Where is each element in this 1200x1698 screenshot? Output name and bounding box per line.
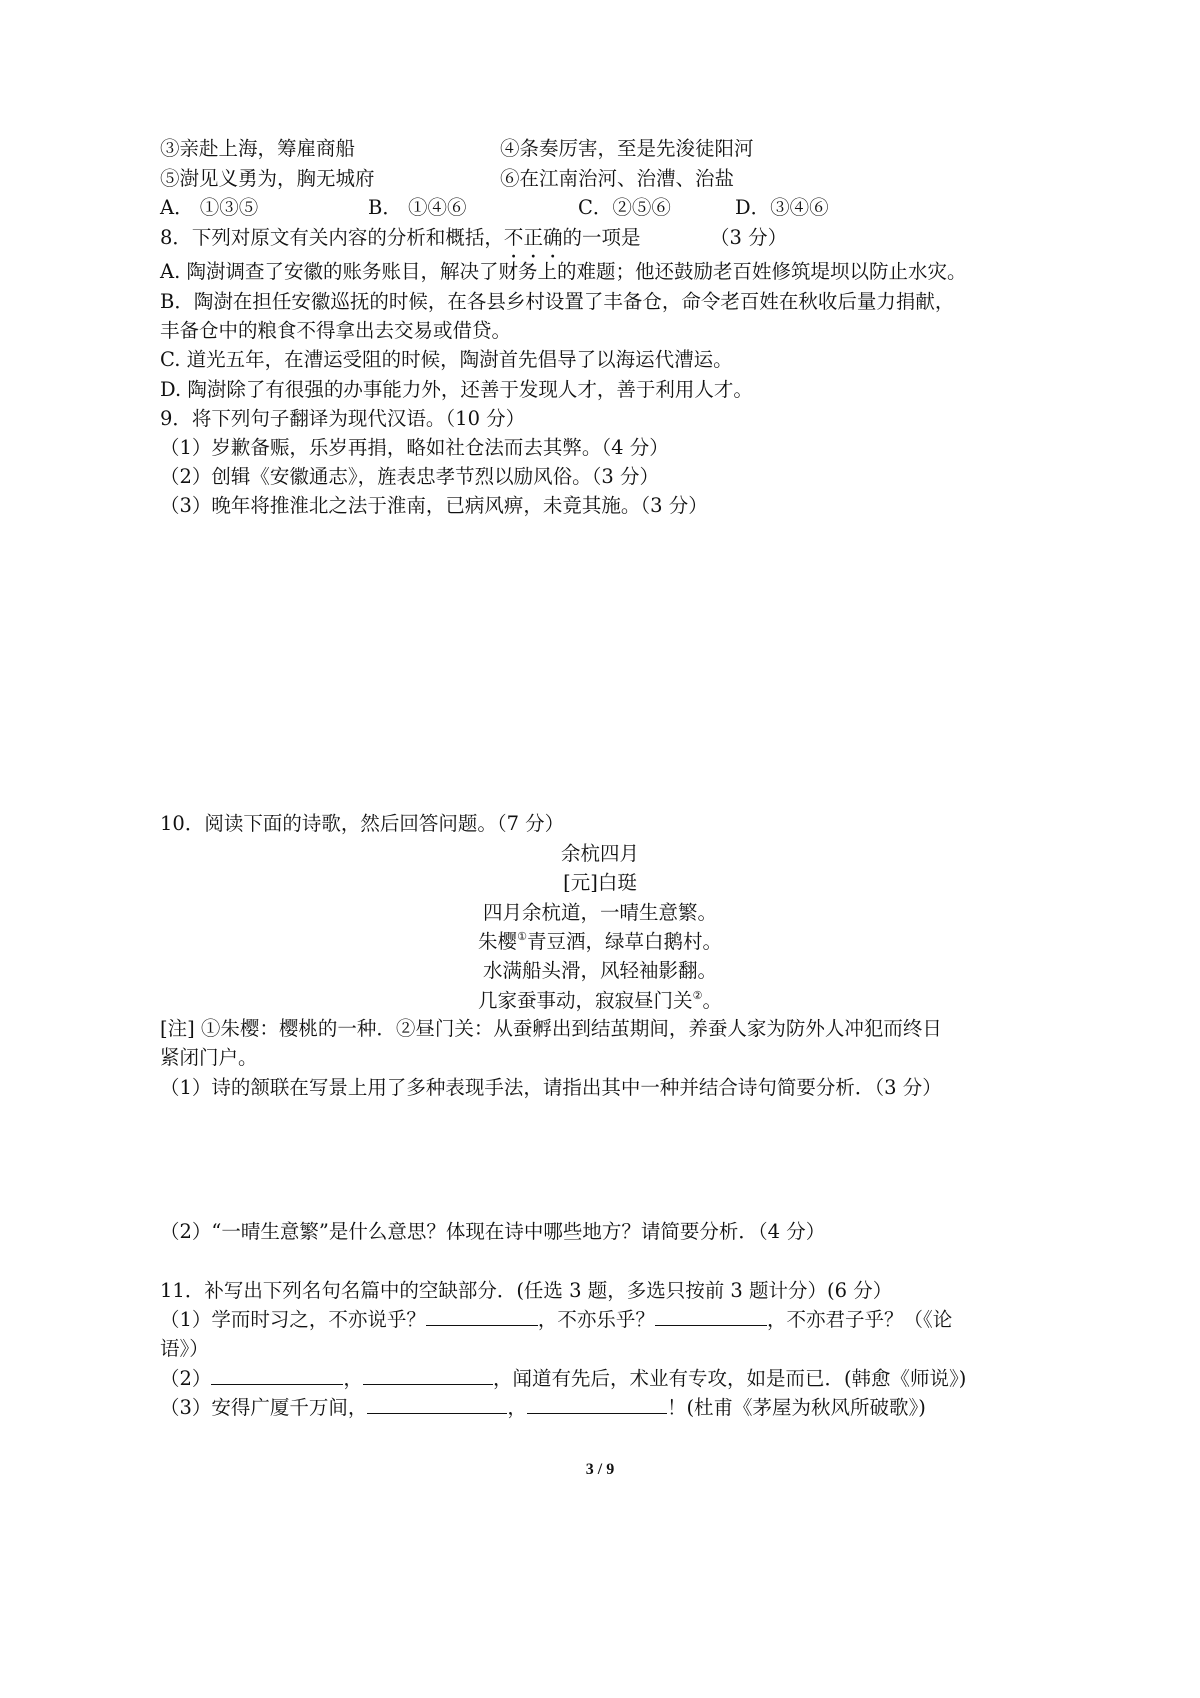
answer-blank[interactable]: [426, 1305, 538, 1326]
answer-blank[interactable]: [211, 1364, 343, 1385]
q8-stem-suffix: 的一项是: [562, 226, 641, 249]
q11-item-1-cont: 语》）: [160, 1337, 209, 1360]
poem-line-2-start: 朱樱: [478, 930, 518, 953]
q8-option-b-line2: 丰备仓中的粮食不得拿出去交易或借贷。: [160, 319, 512, 342]
q8-stem: [160, 223, 640, 253]
poem-note-line1: [注] ①朱樱：樱桃的一种．②昼门关：从蚕孵出到结茧期间，养蚕人家为防外人冲犯而终日: [160, 1017, 942, 1040]
q11-item-1-part-a: （1）学而时习之，不亦说乎？: [160, 1308, 426, 1331]
poem-title: 余杭四月: [560, 842, 639, 865]
q11-item-2-part-a: （2）: [160, 1367, 212, 1390]
q11-item-3-part-b: ，: [507, 1396, 527, 1419]
q7-item-5: ⑤澍见义勇为，胸无城府: [160, 167, 375, 190]
q8-emphasis-char: 确: [542, 226, 563, 249]
q11-item-2: [160, 1364, 966, 1394]
q8-stem-prefix: 8．下列对原文有关内容的分析和概括，: [160, 226, 504, 249]
answer-blank[interactable]: [363, 1364, 493, 1385]
q9-sentence-1: （1）岁歉备赈，乐岁再捐，略如社仓法而去其弊。（4 分）: [160, 436, 669, 459]
q7-option-a: A． ①③⑤: [160, 196, 259, 219]
poem-author: [元]白珽: [563, 871, 637, 894]
answer-blank[interactable]: [367, 1393, 507, 1414]
q11-item-1-part-c: ，不亦君子乎？（《论: [766, 1308, 953, 1331]
q8-option-a: A. 陶澍调查了安徽的账务账目，解决了财务上的难题；他还鼓励老百姓修筑堤坝以防止水灾。: [160, 260, 967, 283]
q8-emphasis-char: 不: [503, 226, 524, 249]
footnote-marker: ①: [517, 930, 527, 943]
q11-item-3-part-c: ！(杜甫《茅屋为秋风所破歌》): [666, 1396, 926, 1419]
q8-option-b-line1: B．陶澍在担任安徽巡抚的时候，在各县乡村设置了丰备仓，命令老百姓在秋收后量力捐献，: [160, 290, 955, 313]
q9-stem: 9．将下列句子翻译为现代汉语。（10 分）: [160, 407, 526, 430]
q11-item-2-part-b: ，: [343, 1367, 363, 1390]
poem-line-3: 水满船头滑，风轻袖影翻。: [482, 959, 717, 982]
q7-option-c: C．②⑤⑥: [578, 196, 671, 219]
poem-note-line2: 紧闭门户。: [160, 1046, 258, 1069]
q9-sentence-2: （2）创辑《安徽通志》，旌表忠孝节烈以励风俗。（3 分）: [160, 465, 660, 488]
q8-score: （3 分）: [710, 226, 788, 249]
q7-item-3: ③亲赴上海，筹雇商船: [160, 137, 356, 160]
poem-line-2: [0, 927, 1200, 957]
q10-subquestion-1: （1）诗的颔联在写景上用了多种表现手法，请指出其中一种并结合诗句简要分析．（3 分）: [160, 1076, 942, 1099]
q7-option-b: B． ①④⑥: [368, 196, 467, 219]
q7-item-4: ④条奏厉害，至是先浚徒阳河: [500, 137, 754, 160]
q11-stem: 11．补写出下列名句名篇中的空缺部分．(任选 3 题，多选只按前 3 题计分）(6 分）: [160, 1279, 893, 1302]
q8-option-c: C. 道光五年，在漕运受阻的时候，陶澍首先倡导了以海运代漕运。: [160, 348, 733, 371]
poem-line-2-end: 青豆酒，绿草白鹅村。: [526, 930, 722, 953]
poem-line-1: 四月余杭道，一晴生意繁。: [482, 901, 717, 924]
q11-item-3: [160, 1393, 926, 1423]
q11-item-1-part-b: ，不亦乐乎？: [537, 1308, 655, 1331]
q7-option-d: D．③④⑥: [735, 196, 829, 219]
q8-emphasis-char: 正: [523, 226, 543, 249]
page-number: 3 / 9: [585, 1461, 615, 1478]
poem-line-4-start: 几家蚕事动，寂寂昼门关: [478, 989, 693, 1012]
q8-option-d: D. 陶澍除了有很强的办事能力外，还善于发现人才，善于利用人才。: [160, 378, 753, 401]
poem-line-4: [0, 986, 1200, 1016]
q11-item-1: [160, 1305, 952, 1335]
q7-item-6: ⑥在江南治河、治漕、治盐: [500, 167, 735, 190]
answer-blank[interactable]: [527, 1393, 667, 1414]
q10-subquestion-2: （2）“一晴生意繁”是什么意思？体现在诗中哪些地方？请简要分析．（4 分）: [160, 1220, 826, 1243]
answer-blank[interactable]: [655, 1305, 767, 1326]
q11-item-2-part-c: ，闻道有先后，术业有专攻，如是而已．(韩愈《师说》): [492, 1367, 967, 1390]
poem-line-4-end: 。: [702, 989, 722, 1012]
footnote-marker: ②: [692, 989, 703, 1002]
q10-stem: 10．阅读下面的诗歌，然后回答问题。（7 分）: [160, 812, 565, 835]
q9-sentence-3: （3）晚年将推淮北之法于淮南，已病风痹，未竟其施。（3 分）: [160, 494, 708, 517]
q11-item-3-part-a: （3）安得广厦千万间，: [160, 1396, 368, 1419]
